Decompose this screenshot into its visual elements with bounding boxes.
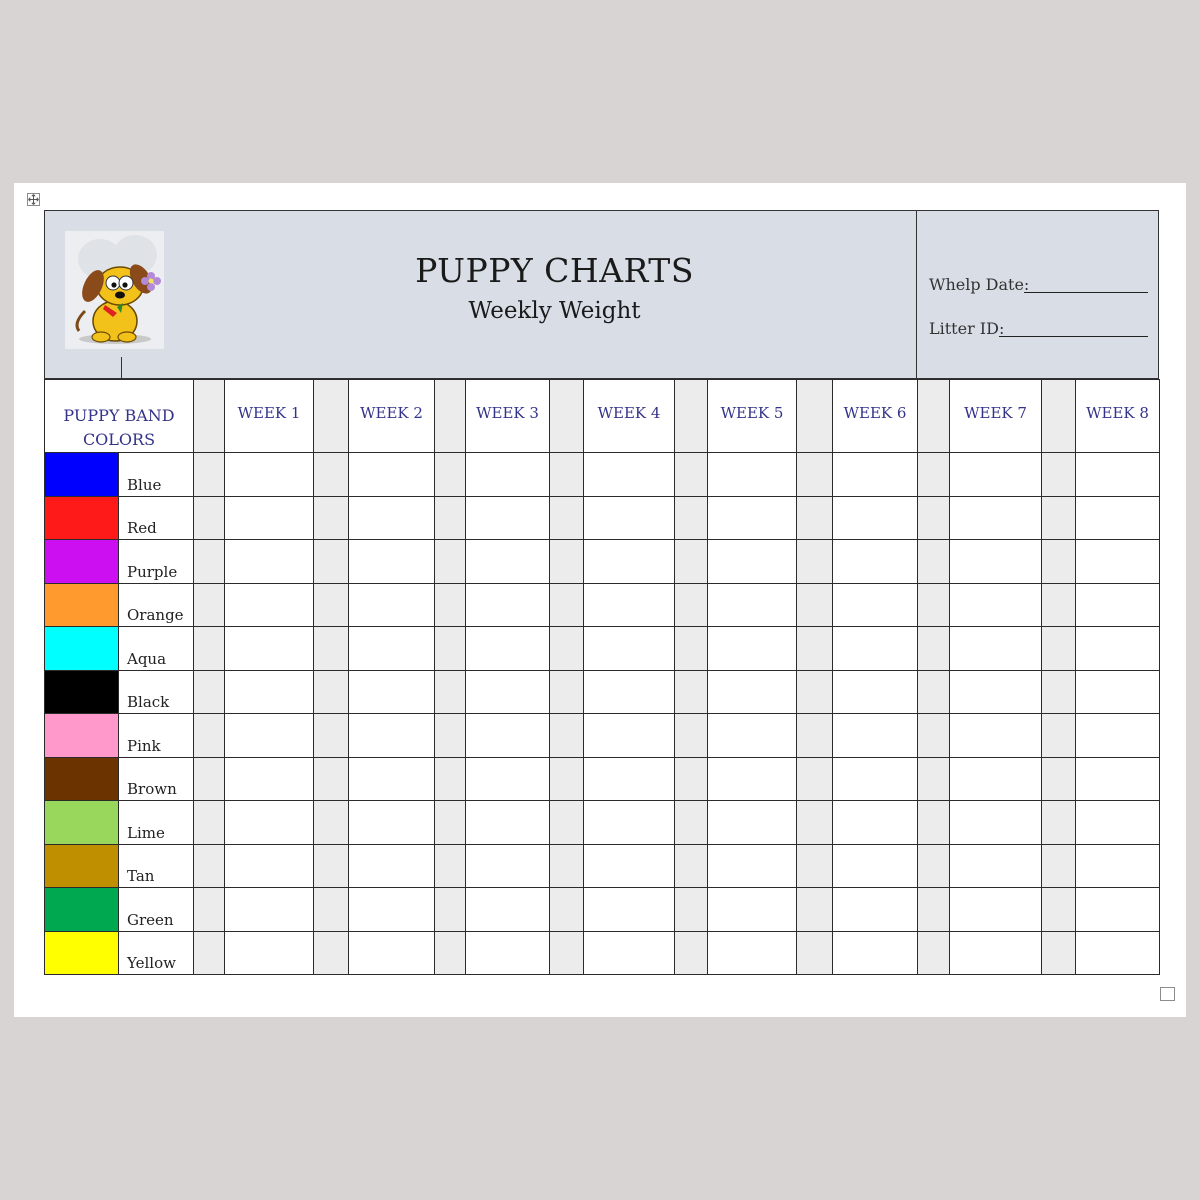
weight-entry-cell[interactable] [225,931,314,975]
page-title: PUPPY CHARTS [415,251,694,290]
weight-entry-cell[interactable] [225,627,314,671]
weight-entry-cell[interactable] [708,540,797,584]
spacer-cell [918,583,950,627]
weight-entry-cell[interactable] [708,844,797,888]
spacer-cell [194,453,225,497]
spacer-cell [194,496,225,540]
spacer-cell [675,714,708,758]
spacer-cell [1042,801,1076,845]
spacer-cell [918,496,950,540]
spacer-cell [797,627,833,671]
spacer-cell [435,453,466,497]
spacer-cell [550,801,584,845]
spacer-cell [550,931,584,975]
color-name: Lime [119,801,194,845]
weight-entry-cell[interactable] [584,453,675,497]
weight-entry-cell[interactable] [1076,453,1160,497]
weight-entry-cell[interactable] [225,801,314,845]
spacer-cell [918,931,950,975]
spacer-cell [1042,757,1076,801]
weight-entry-cell[interactable] [1076,931,1160,975]
whelp-date-field[interactable] [929,275,1029,294]
spacer-cell [675,627,708,671]
table-row [45,540,1160,584]
spacer-cell [435,801,466,845]
weight-entry-cell[interactable] [833,888,918,932]
band-header-line1: PUPPY BAND [63,406,175,425]
spacer-cell [797,757,833,801]
weight-entry-cell[interactable] [708,931,797,975]
color-name: Black [119,670,194,714]
spacer-cell [918,888,950,932]
color-swatch [45,540,119,584]
spacer-cell [1042,931,1076,975]
color-name: Pink [119,714,194,758]
info-cell [916,210,1159,379]
spacer-cell [918,714,950,758]
weight-entry-cell[interactable] [466,453,550,497]
weight-entry-cell[interactable] [833,801,918,845]
spacer-cell [194,670,225,714]
weight-entry-cell[interactable] [584,801,675,845]
weight-entry-cell[interactable] [584,757,675,801]
weight-entry-cell[interactable] [466,757,550,801]
spacer-cell [550,540,584,584]
spacer-cell [194,801,225,845]
weight-entry-cell[interactable] [349,540,435,584]
weight-entry-cell[interactable] [708,888,797,932]
weight-entry-cell[interactable] [349,801,435,845]
spacer-cell [435,380,466,453]
weight-entry-cell[interactable] [584,496,675,540]
spacer-cell [194,583,225,627]
weight-entry-cell[interactable] [833,583,918,627]
weight-entry-cell[interactable] [708,714,797,758]
litter-id-blank[interactable] [999,336,1148,337]
weight-entry-cell[interactable] [833,844,918,888]
spacer-cell [550,757,584,801]
spacer-cell [797,714,833,758]
weight-entry-cell[interactable] [950,844,1042,888]
weight-entry-cell[interactable] [225,888,314,932]
logo-divider [121,357,122,380]
spacer-cell [1042,496,1076,540]
weight-entry-cell[interactable] [466,496,550,540]
color-name: Yellow [119,931,194,975]
table-row [45,844,1160,888]
spacer-cell [194,931,225,975]
chart-header [44,210,1159,379]
table-resize-handle-icon[interactable] [1160,987,1175,1001]
table-row [45,801,1160,845]
weight-entry-cell[interactable] [466,583,550,627]
weight-entry-cell[interactable] [708,670,797,714]
spacer-cell [1042,888,1076,932]
spacer-cell [918,540,950,584]
spacer-cell [675,888,708,932]
weight-entry-cell[interactable] [466,714,550,758]
spacer-cell [314,714,349,758]
color-name: Red [119,496,194,540]
spacer-cell [435,931,466,975]
weight-entry-cell[interactable] [349,714,435,758]
spacer-cell [550,670,584,714]
weight-entry-cell[interactable] [950,496,1042,540]
spacer-cell [1042,627,1076,671]
spacer-cell [1042,670,1076,714]
weight-entry-cell[interactable] [584,627,675,671]
weight-entry-cell[interactable] [1076,496,1160,540]
spacer-cell [675,380,708,453]
weight-entry-cell[interactable] [466,931,550,975]
weight-entry-cell[interactable] [950,714,1042,758]
weight-entry-cell[interactable] [708,801,797,845]
week-header-4: WEEK 4 [584,380,675,453]
weight-entry-cell[interactable] [225,844,314,888]
week-header-2: WEEK 2 [349,380,435,453]
weight-entry-cell[interactable] [1076,801,1160,845]
spacer-cell [314,540,349,584]
spacer-cell [797,540,833,584]
spacer-cell [550,583,584,627]
weight-entry-cell[interactable] [708,627,797,671]
weight-entry-cell[interactable] [1076,583,1160,627]
spacer-cell [675,801,708,845]
week-header-3: WEEK 3 [466,380,550,453]
weight-entry-cell[interactable] [1076,888,1160,932]
weight-entry-cell[interactable] [466,670,550,714]
weight-entry-cell[interactable] [708,496,797,540]
spacer-cell [435,670,466,714]
weight-entry-cell[interactable] [584,888,675,932]
color-swatch [45,453,119,497]
logo-cell [44,210,194,379]
color-swatch [45,583,119,627]
table-row [45,670,1160,714]
weight-entry-cell[interactable] [466,627,550,671]
spacer-cell [314,670,349,714]
weight-entry-cell[interactable] [349,844,435,888]
weight-entry-cell[interactable] [833,540,918,584]
spacer-cell [797,496,833,540]
color-swatch [45,931,119,975]
weight-entry-cell[interactable] [833,757,918,801]
weight-entry-cell[interactable] [950,801,1042,845]
spacer-cell [314,627,349,671]
spacer-cell [675,757,708,801]
spacer-cell [797,801,833,845]
spacer-cell [314,844,349,888]
spacer-cell [550,453,584,497]
weight-entry-cell[interactable] [349,583,435,627]
band-colors-header [45,380,194,453]
weight-entry-cell[interactable] [708,757,797,801]
weight-entry-cell[interactable] [1076,844,1160,888]
weight-entry-cell[interactable] [466,540,550,584]
spacer-cell [314,496,349,540]
spacer-cell [435,540,466,584]
table-row [45,757,1160,801]
color-name: Aqua [119,627,194,671]
litter-id-label: Litter ID: [929,319,1005,338]
spacer-cell [797,453,833,497]
weight-entry-cell[interactable] [950,627,1042,671]
spacer-cell [314,453,349,497]
spacer-cell [675,670,708,714]
weight-entry-cell[interactable] [225,540,314,584]
spacer-cell [314,757,349,801]
weight-entry-cell[interactable] [466,888,550,932]
weight-entry-cell[interactable] [225,453,314,497]
spacer-cell [1042,540,1076,584]
weight-entry-cell[interactable] [1076,670,1160,714]
color-swatch [45,844,119,888]
week-header-6: WEEK 6 [833,380,918,453]
spacer-cell [797,380,833,453]
band-header-line2: COLORS [82,430,156,449]
table-row [45,453,1160,497]
spacer-cell [194,714,225,758]
weight-entry-cell[interactable] [225,757,314,801]
spacer-cell [194,627,225,671]
weight-entry-cell[interactable] [833,670,918,714]
spacer-cell [314,931,349,975]
week-header-1: WEEK 1 [225,380,314,453]
spacer-cell [675,583,708,627]
week-header-7: WEEK 7 [950,380,1042,453]
spacer-cell [194,844,225,888]
spacer-cell [918,380,950,453]
weight-entry-cell[interactable] [833,714,918,758]
spacer-cell [550,380,584,453]
spacer-cell [797,888,833,932]
weight-entry-cell[interactable] [950,453,1042,497]
spacer-cell [675,844,708,888]
spacer-cell [675,931,708,975]
spacer-cell [918,453,950,497]
weight-entry-cell[interactable] [1076,757,1160,801]
spacer-cell [435,583,466,627]
color-name: Purple [119,540,194,584]
weight-entry-cell[interactable] [225,714,314,758]
spacer-cell [314,888,349,932]
color-swatch [45,670,119,714]
color-swatch [45,496,119,540]
weight-entry-cell[interactable] [349,627,435,671]
table-row [45,714,1160,758]
weight-entry-cell[interactable] [349,888,435,932]
weight-entry-cell[interactable] [225,583,314,627]
weight-table [44,379,1160,975]
weight-entry-cell[interactable] [1076,540,1160,584]
spacer-cell [194,540,225,584]
spacer-cell [918,801,950,845]
weight-entry-cell[interactable] [584,540,675,584]
color-name: Green [119,888,194,932]
table-row [45,583,1160,627]
week-header-8: WEEK 8 [1076,380,1160,453]
color-name: Orange [119,583,194,627]
page-subtitle: Weekly Weight [468,298,641,324]
spacer-cell [797,583,833,627]
weight-entry-cell[interactable] [349,453,435,497]
spacer-cell [435,627,466,671]
spacer-cell [550,888,584,932]
weight-entry-cell[interactable] [1076,714,1160,758]
color-swatch [45,888,119,932]
color-name: Tan [119,844,194,888]
weight-entry-cell[interactable] [225,496,314,540]
weight-entry-cell[interactable] [584,844,675,888]
spacer-cell [435,757,466,801]
spacer-cell [1042,380,1076,453]
spacer-cell [550,714,584,758]
spacer-cell [918,627,950,671]
weight-entry-cell[interactable] [349,931,435,975]
color-name: Blue [119,453,194,497]
weight-grid [44,379,1160,975]
spacer-cell [1042,844,1076,888]
weight-entry-cell[interactable] [584,583,675,627]
weight-entry-cell[interactable] [833,496,918,540]
spacer-cell [675,540,708,584]
spacer-cell [1042,453,1076,497]
weight-entry-cell[interactable] [349,496,435,540]
spacer-cell [797,931,833,975]
table-row [45,931,1160,975]
spacer-cell [675,453,708,497]
spacer-cell [314,380,349,453]
weight-entry-cell[interactable] [1076,627,1160,671]
color-swatch [45,757,119,801]
spacer-cell [314,801,349,845]
spacer-cell [550,496,584,540]
table-row [45,496,1160,540]
weight-entry-cell[interactable] [349,670,435,714]
weight-entry-cell[interactable] [833,453,918,497]
weight-entry-cell[interactable] [833,931,918,975]
spacer-cell [797,670,833,714]
week-header-5: WEEK 5 [708,380,797,453]
spacer-cell [1042,583,1076,627]
weight-entry-cell[interactable] [708,583,797,627]
spacer-cell [314,583,349,627]
cartoon-dog-with-flower-icon [65,231,164,349]
weight-entry-cell[interactable] [950,670,1042,714]
whelp-date-blank[interactable] [1024,292,1148,293]
weight-entry-cell[interactable] [584,931,675,975]
spacer-cell [194,380,225,453]
week-header-row [45,380,1160,453]
color-swatch [45,627,119,671]
title-cell [193,210,917,379]
spacer-cell [435,844,466,888]
weight-entry-cell[interactable] [466,801,550,845]
spacer-cell [550,844,584,888]
spacer-cell [1042,714,1076,758]
spacer-cell [918,670,950,714]
weight-entry-cell[interactable] [584,670,675,714]
weight-entry-cell[interactable] [950,888,1042,932]
weight-entry-cell[interactable] [950,583,1042,627]
whelp-date-label: Whelp Date: [929,275,1030,294]
spacer-cell [918,757,950,801]
weight-entry-cell[interactable] [950,540,1042,584]
table-row [45,627,1160,671]
spacer-cell [675,496,708,540]
spacer-cell [435,496,466,540]
color-swatch [45,714,119,758]
weight-entry-cell[interactable] [833,627,918,671]
spacer-cell [435,888,466,932]
spacer-cell [797,844,833,888]
weight-entry-cell[interactable] [950,757,1042,801]
table-move-handle-icon[interactable] [27,193,40,206]
spacer-cell [435,714,466,758]
spacer-cell [550,627,584,671]
spacer-cell [194,757,225,801]
weight-entry-cell[interactable] [466,844,550,888]
spacer-cell [918,844,950,888]
litter-id-field[interactable] [929,319,1004,338]
weight-entry-cell[interactable] [708,453,797,497]
spacer-cell [194,888,225,932]
weight-entry-cell[interactable] [950,931,1042,975]
table-row [45,888,1160,932]
weight-entry-cell[interactable] [584,714,675,758]
weight-entry-cell[interactable] [349,757,435,801]
weight-entry-cell[interactable] [225,670,314,714]
color-name: Brown [119,757,194,801]
color-swatch [45,801,119,845]
